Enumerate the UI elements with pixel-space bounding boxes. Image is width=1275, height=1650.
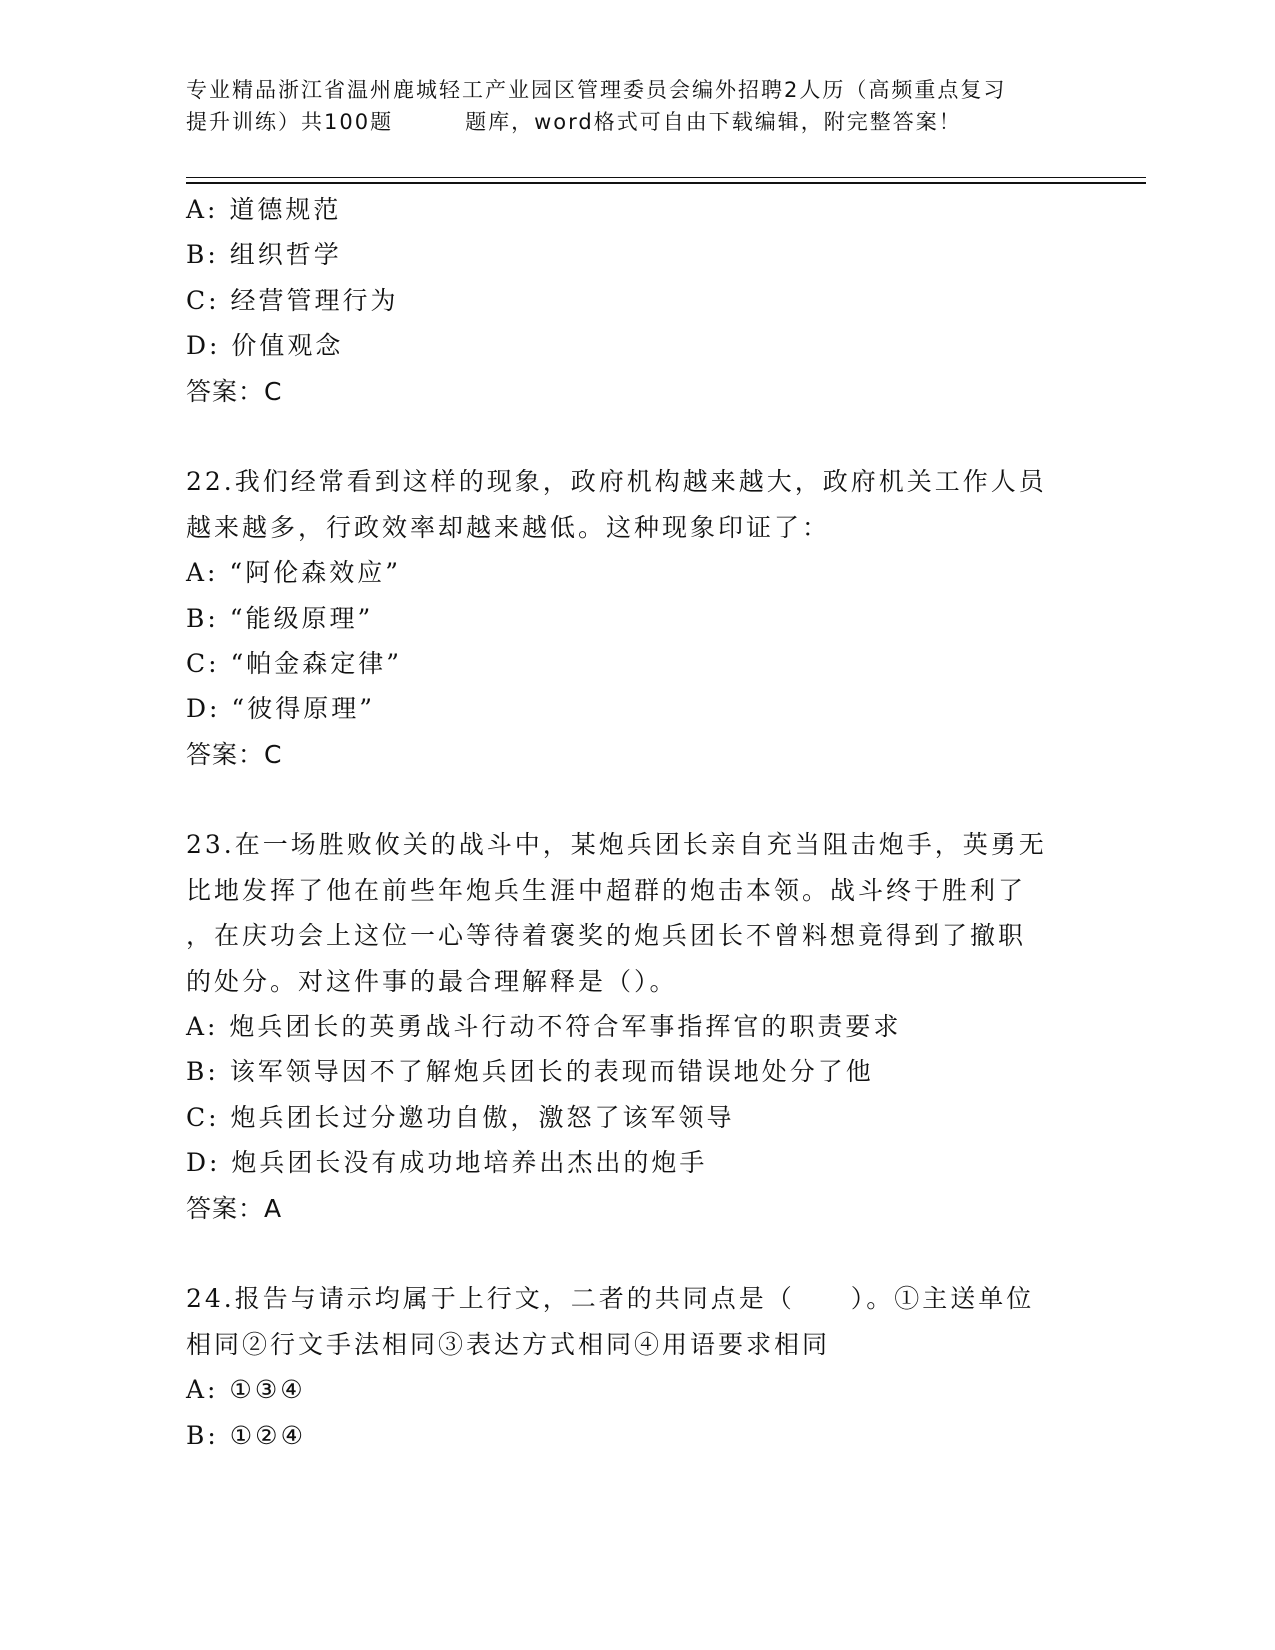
option-b: B: ①②④ <box>186 1420 306 1450</box>
question-23 <box>186 822 1146 1231</box>
question-spacer <box>186 1231 1146 1276</box>
question-22 <box>186 459 1146 777</box>
header-line-2-part-2: 题库，word格式可自由下载编辑，附完整答案！ <box>465 110 962 134</box>
answer: 答案：A <box>186 1193 283 1223</box>
option-b: B: “能级原理” <box>186 603 374 633</box>
question-stem-line: 23.在一场胜败攸关的战斗中，某炮兵团长亲自充当阻击炮手，英勇无 <box>186 830 1047 860</box>
option-a: A: “阿伦森效应” <box>186 558 401 588</box>
question-21 <box>186 187 1146 414</box>
question-24 <box>186 1276 1146 1458</box>
option-a: A: 道德规范 <box>186 195 342 224</box>
question-stem-line: 越来越多，行政效率却越来越低。这种现象印证了： <box>186 512 831 542</box>
header-rule-thin <box>186 177 1146 178</box>
question-stem-line: 的处分。对这件事的最合理解释是（）。 <box>186 966 678 996</box>
answer: 答案：C <box>186 376 283 406</box>
option-c: C: 炮兵团长过分邀功自傲，激怒了该军领导 <box>186 1102 735 1132</box>
option-c: C: “帕金森定律” <box>186 648 403 678</box>
header-line-2 <box>186 106 1106 138</box>
option-b: B: 该军领导因不了解炮兵团长的表现而错误地处分了他 <box>186 1057 874 1087</box>
question-stem-line: ，在庆功会上这位一心等待着褒奖的炮兵团长不曾料想竟得到了撤职 <box>186 921 1027 951</box>
question-stem-line: 比地发挥了他在前些年炮兵生涯中超群的炮击本领。战斗终于胜利了 <box>186 875 1027 905</box>
option-d: D: “彼得原理” <box>186 694 375 724</box>
option-a: A: 炮兵团长的英勇战斗行动不符合军事指挥官的职责要求 <box>186 1012 902 1042</box>
header-line-1: 专业精品浙江省温州鹿城轻工产业园区管理委员会编外招聘2人历（高频重点复习 <box>186 78 1007 102</box>
question-stem-line: 22.我们经常看到这样的现象，政府机构越来越大，政府机关工作人员 <box>186 467 1047 497</box>
question-list <box>186 187 1146 1458</box>
document-header <box>186 74 1106 138</box>
option-c: C: 经营管理行为 <box>186 285 399 315</box>
question-stem-line: 相同②行文手法相同③表达方式相同④用语要求相同 <box>186 1329 831 1359</box>
header-line-2-part-1: 提升训练）共100题 <box>186 110 394 134</box>
answer: 答案：C <box>186 739 283 769</box>
option-b: B: 组织哲学 <box>186 240 342 270</box>
question-spacer <box>186 777 1146 822</box>
option-a: A: ①③④ <box>186 1375 306 1405</box>
question-stem-line: 24.报告与请示均属于上行文，二者的共同点是（ ）。①主送单位 <box>186 1284 1035 1314</box>
option-d: D: 价值观念 <box>186 331 344 361</box>
option-d: D: 炮兵团长没有成功地培养出杰出的炮手 <box>186 1148 708 1178</box>
header-rule-thick <box>186 182 1146 184</box>
question-spacer <box>186 414 1146 459</box>
